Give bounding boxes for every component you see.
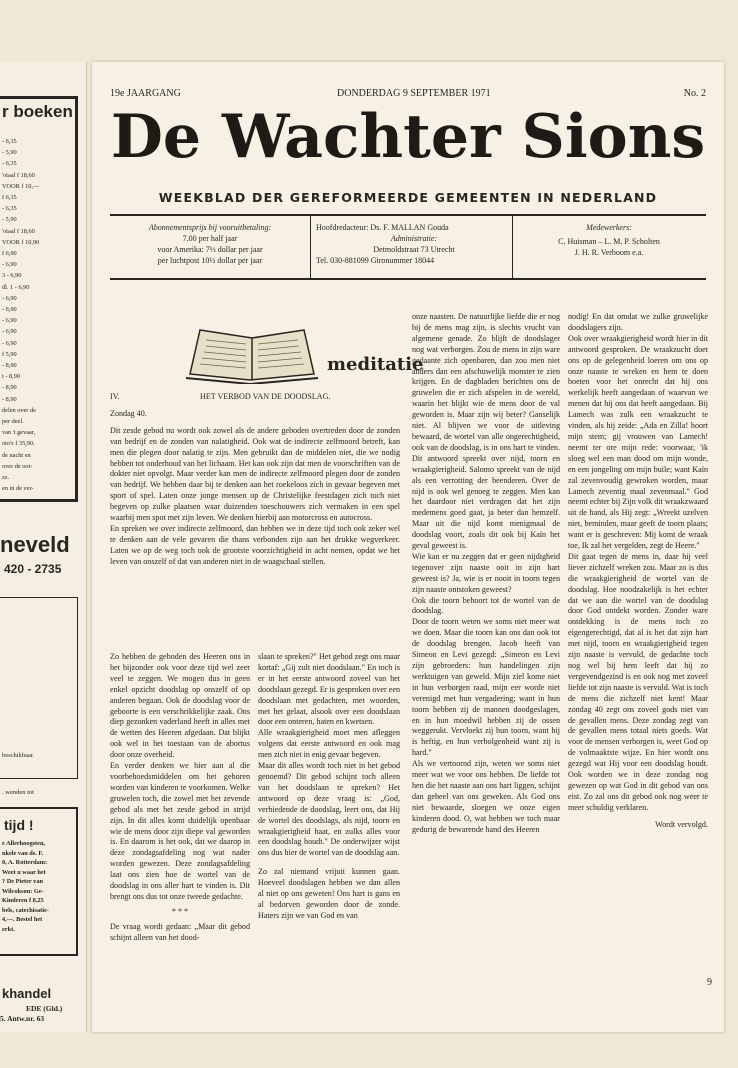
price-line: VOOR f 10,90: [2, 238, 40, 246]
column-3-para-5: Als we vertoornd zijn, weten we soms niet meer wat we voor ons hebben. De liefde tot hen die het naaste aan ons hart liggen, schijnt dan geheel van ons geweken. Als God ons niet bewaarde, sloegen we onze eigen kinderen dood. O, wat hebben we toch maar gedurig de bewarende hand des Heeren: [412, 759, 560, 834]
column-3: [412, 312, 560, 836]
column-2-para-4: Zo zal niemand vrijuit kunnen gaan. Hoeveel doodslagen hebben we dan allen al niet op ons geweten! Ons hart is gans en al bedorven geworden door de zonde. Haters zijn we van God en van: [258, 867, 400, 920]
price-line: per deel.: [2, 418, 24, 425]
column-3-para-3: Ook die toorn behoort tot de wortel van de doodslag.: [412, 595, 560, 616]
column-2: [258, 652, 400, 922]
contributors-line-1: C. Huisman – L. M. P. Scholten: [558, 237, 660, 246]
price-line: - 6,90: [2, 261, 17, 269]
masthead: De Wachter Sions: [110, 102, 706, 172]
column-1-para-2: En verder denken we hier aan al die voorbehoedsmiddelen om het geboren worden van kinderen te voorkomen. Welke gruwelen toch, die zowel met het zevende gebod als met het zesde gebod in strijd zijn. In dit alles komt duidelijk openbaar wie de mens door zijn diepe val geworden is. En daarom is het ook, dat we daarop in deze zondagsafdeling nog wat nader worden gewezen. Deze zondagsafdeling laat ons zien hoe de wortel van de doodslag in ons aller hart te vinden is. Dit brengt ons dus tot onze tweede gedachte.: [110, 761, 250, 901]
contributors-line-2: J. H. R. Verboom e.a.: [574, 248, 644, 257]
brand-name: neveld: [0, 532, 70, 557]
subscription-line-1: 7.00 per half jaar: [182, 234, 238, 243]
price-line: VOOR f 10,—: [2, 182, 40, 190]
notice-text-2: . wenden tot: [2, 789, 34, 796]
ad-heading: tijd !: [4, 817, 34, 833]
price-line: - 8,90: [2, 395, 17, 403]
article-heading: [110, 392, 400, 403]
price-line: f 6,90: [2, 250, 17, 257]
shop-number: 5. Antw.nr. 63: [0, 1014, 45, 1023]
column-2-para-3: Maar dit alles wordt toch niet in het gebod genoemd? Dit gebod schijnt toch alleen van het doodslaan te spreken? Het antwoord op deze vraag is: „God, verbiedende de doodslag, leert ons, dat Hij de wortel des doodslags, als nijd, toorn en wraakgierigheid haat, en zulks alles voor een doodslag houdt." De onderwijzer wijst ons dus hier de wortel van de doodslag aan.: [258, 761, 400, 858]
column-3-para-1: onze naasten. De natuurlijke liefde die er nog bij de mens mag zijn, is slechts vrucht van algemene genade. Zo blijft de doodslager nog wat verborgen. Zou de mens in zijn ware gedaante zich openbaren, dan zou men niet anders dan een afschuwelijk monster te zien krijgen. En de dagbladen berichten ons de gruwelen die er zich afspelen in de wereld, waarin het blijkt wie de mens door de val geworden is. Maar zijn wij beter? Ganselijk niet. Al blijven we voor de uitleving bewaard, de wortel van alle ongerechtigheid, ook van de doodslag, is in ons hart te vinden. Dit antwoord spreekt over nijd, toorn en wraakgierigheid. Salomo spreekt van de nijd als een verrotting der beenderen. Over de nijd is ook wel genoeg te zeggen. Men kan het daardoor niet verdragen dat het zijn medemens goed gaat, ja beter dan hemzelf. Maar uit die nijd komt menigmaal de doodslag voort, zoals dit ook bij Kaïn het geval geweest is.: [412, 312, 560, 551]
subtitle: WEEKBLAD DER GEREFORMEERDE GEMEENTEN IN NEDERLAND: [158, 190, 658, 205]
ad-line: nkele van ds. F.: [2, 849, 44, 857]
intro-block: [110, 392, 400, 568]
section-stars: * * *: [171, 906, 189, 916]
ad-line: Wilcokson: Ge-: [2, 887, 44, 895]
price-line: t - 8,90: [2, 373, 21, 381]
article-title: HET VERBOD VAN DE DOODSLAG.: [200, 392, 331, 401]
ad-line: Kinderen f 8,25: [2, 897, 44, 904]
editor-line-1: Hoofdredacteur: Ds. F. MALLAN Gouda: [316, 223, 449, 232]
editor-line-2: Administratie:: [390, 234, 438, 243]
volume: 19e JAARGANG: [110, 88, 181, 99]
continued-note: Wordt vervolgd.: [655, 819, 708, 829]
price-line: zz.: [2, 474, 10, 481]
ad-line: Weet u waar het: [2, 868, 46, 876]
price-line: - 6,90: [2, 328, 17, 336]
price-line: - 6,90: [2, 339, 17, 347]
price-line: van 't gevaar,: [2, 429, 36, 437]
price-line: over de oor-: [2, 462, 33, 470]
shop-address: EDE (Gld.): [26, 1004, 63, 1013]
notice-text: beschikbaar.: [2, 752, 35, 759]
column-2-para-2: Alle wraakgierigheid moet men afleggen volgens dat eerste antwoord en ook mag men zich niet in enig gevaar begeven.: [258, 728, 400, 760]
price-line: - 5,90: [2, 216, 17, 224]
subscription-line-2: voor Amerika: 7½ dollar per jaar: [157, 245, 263, 254]
price-line: - 5,90: [2, 149, 17, 157]
date: DONDERDAG 9 SEPTEMBER 1971: [337, 88, 491, 99]
editor-line-4: Tel. 030-881099 Gironummer 18044: [316, 256, 435, 265]
price-line: - 6,35: [2, 205, 17, 213]
price-line: - 6,90: [2, 306, 17, 313]
column-4-para-2: Ook over wraakgierigheid wordt hier in dit antwoord gesproken. De wraakzucht doet ons op de gelegenheid loeren om ons op onze naaste te wreken en hem te doen boeten voor het onrecht dat hij ons werkelijk heeft aangedaan of waarvan we menen dat hij ons dat heeft aangedaan. Bij Lamech was zulk een wraakzucht te vinden, als hij zeide: „Ada en Zilla! hoort mijn stem; gij vrouwen van Lamech! neemt ter ore mijn rede: voorwaar, 'ik sloeg wel een man dood om mijn wonde, en een jongeling om mijn buile; want Kaïn zal zevenvoudig gewroken worden, maar Lamech zeventig maal zevenmaal." God neemt echter bij Zijn volk dit wraakzwaard uit de hand, als Hij zegt: „Wreekt uzelven niet, beminden, maar geeft de toorn plaats; want er is geschreven: Mij komt de wraak toe, Ik zal het vergelden, zegt de Heere.": [568, 333, 708, 551]
price-line: oto's f 35,90.: [2, 440, 35, 448]
price-line: 'otaal f 18,60: [2, 171, 35, 179]
page-number: 9: [707, 977, 712, 988]
contributors-title: Medewerkers:: [586, 223, 632, 232]
column-2-para-1: slaan te spreken?" Het gebod zegt ons maar kortaf: „Gij zult niet doodslaan." En toch is er in het eerste antwoord zoveel van het doodslaan gezegd. Er is gesproken over een doodslaan met gedachten, met woorden, met het gelaat, alsook over een doodslaan door een onteren, haten en kwetsen.: [258, 652, 400, 727]
price-line: - 6,35: [2, 138, 17, 145]
price-line: - 8,90: [2, 362, 17, 369]
ad-line: erkt.: [2, 925, 15, 933]
shop-name: khandel: [2, 986, 52, 1001]
previous-page-strip: [0, 62, 87, 1032]
price-line: 3 - 6,90: [2, 272, 22, 280]
price-line: de nacht en: [2, 451, 31, 459]
price-line: - 6,90: [2, 317, 17, 325]
section-title: meditatie: [327, 354, 424, 375]
price-line: - 8,90: [2, 384, 17, 392]
column-4-para-3: Dit gaat tegen de mens in, daar hij veel liever zichzelf wreken zou. Maar zo is dus die wraakgierigheid de wortel van de doodslag. Hoe noodzakelijk is het echter dat we aan die wortel van de doodslag door God ontdekt worden. Zonder ware ontdekking is de mens toch zo eigengerechtigd, dat al is het dat zijn hart met nijd, toorn en wraakgierigheid tegen zijn naaste is vervuld, de gedachte toch nog wel bij hem leeft dat hij zo vergevendgezind is en ook nog met zoveel liefde tot zijn naaste is vervuld. Wat is toch de mens die zichzelf niet kent! Maar zondag 40 zegt ons zoveel gods niet van de gevallen mens. Deze zondag zegt van de gevallen mens totaal niets goeds. Wat voor de mensen verborgen is, weet God op de volmaaktste wijze. En hier wordt ons gezegd wat Hij voor een doodslag houdt. Ook worden we in deze zondag nog gewezen op wat God in dit gebod van ons eist. Zo zal ons dit gebod ook nog weer te meer schuldig verklaren.: [568, 551, 708, 812]
intro-paragraph-2: En spreken we over indirecte zelfmoord, dan hebben we in deze tijd toch ook zeker wel te denken aan de vele gevaren die thans verbonden zijn aan het drukke wegverkeer. Laten we op de weg toch ook de grootste voorzichtigheid in acht nemen, opdat we het leven van onszelf of dat van anderen niet in de waagschaal stellen.: [110, 523, 400, 566]
column-1-para-3: De vraag wordt gedaan: „Maar dit gebod schijnt alleen van het dood-: [110, 921, 250, 942]
newspaper-page: [92, 62, 724, 1032]
price-line: dl. 1 - 6,90: [2, 283, 30, 291]
column-3-para-4: Door de toorn weten we soms niet meer wat we doen. Maar die toorn kan ons dan ook tot de doodslag brengen. Jacob heeft van Simeon en Levi gezegd: „Simeon en Levi zijn gebroeders: hun handelingen zijn werktuigen van geweld. Mijn ziel kome niet in hun verborgen raad, mijn eer worde niet verenigd met hun vergadering; want in hun toorn hebben zij de mannen doodgeslagen, en in hun moedwil hebben zij de ossen weggerukt. Vervloekt zij hun toorn, want hij is heftig, en hun verbolgenheid want zij is hard.": [412, 617, 560, 758]
price-line: en in de ver-: [2, 485, 34, 493]
ad-line: 0, A. Rotterdam:: [2, 859, 48, 866]
editor-line-3: Detmoldstraat 73 Utrecht: [373, 245, 455, 254]
price-line: - 6,90: [2, 294, 17, 302]
ad-line: 4,—. Bestel het: [2, 916, 43, 923]
contributors-box: [512, 214, 706, 280]
ad-line: ? De Pieter van: [2, 878, 43, 885]
brand-phone: 420 - 2735: [4, 562, 62, 576]
column-4: [568, 312, 708, 831]
price-line: f 5,90: [2, 350, 17, 358]
issue-number: No. 2: [683, 88, 706, 99]
price-line: - 6,35: [2, 160, 17, 168]
intro-paragraph: Dit zesde gebod nu wordt ook zowel als de andere geboden overtreden door de zonden van bedrijf en de zonden van nalatigheid. Ook wat de indirecte zelfmoord betreft, kan men die plegen door nalatig te zijn. Men gebruikt dan de middelen niet, die we nodig hebben tot onderhoud van het lichaam. Het kan ook zijn dat men de voorschriften van de dokter niet opvolgt. Maar verder kan men de indirecte zelfmoord plegen door de zonden van bedrijf. We hebben daar bij te denken aan het roekeloos zich in gevaar begeven met sport of spel. Laten onze jonge mensen op de Christelijke feestdagen zich toch niet begeven op zulke plaatsen waar duizenden toeschouwers zich vermaken in een spel waarbij men spot met zijn leven. We denken hierbij aan motorcross en autocross.: [110, 425, 400, 523]
column-3-para-2: Wie kan er nu zeggen dat er geen nijdigheid tegenover zijn naaste ooit in zijn hart geweest is? Ja, wie is er nooit in toorn tegen zijn naaste ontstoken geweest?: [412, 551, 560, 594]
subscription-line-3: per luchtpost 10½ dollar per jaar: [157, 256, 263, 265]
column-1-para-1: Zo hebben de geboden des Heeren ons in het bijzonder ook voor deze tijd wel zeer veel te zeggen. We mogen dus in geen enkel opzicht doodslag op onszelf of op anderen begaan. Ook de doodslag voor de geboorte is een verschrikkelijke zaak. Ons diep gezonken vaderland heeft in alles met de wetten des Heeren afgedaan. Dat blijkt ook wel in het toestaan van de abortus door onze overheid.: [110, 652, 250, 760]
price-line: f 6,35: [2, 194, 17, 201]
book-ad-title: r boeken: [2, 102, 73, 121]
ad-line: bels, catechisatie-: [2, 906, 49, 914]
editor-box: [310, 214, 513, 280]
column-1: [110, 652, 250, 944]
price-line: delen over de: [2, 406, 36, 414]
price-line: 'otaal f 18,60: [2, 227, 35, 235]
sunday-label: Zondag 40.: [110, 408, 147, 418]
subscription-title: Abonnementsprijs bij vooruitbetaling:: [148, 223, 272, 232]
article-number: IV.: [110, 392, 120, 401]
column-4-para-1: nodig! En dat omdat we zulke gruwelijke doodslagers zijn.: [568, 312, 708, 332]
subscription-box: [110, 214, 311, 280]
open-bible-illustration: [182, 324, 322, 384]
ad-line: e Allerhoogsten,: [2, 840, 46, 847]
